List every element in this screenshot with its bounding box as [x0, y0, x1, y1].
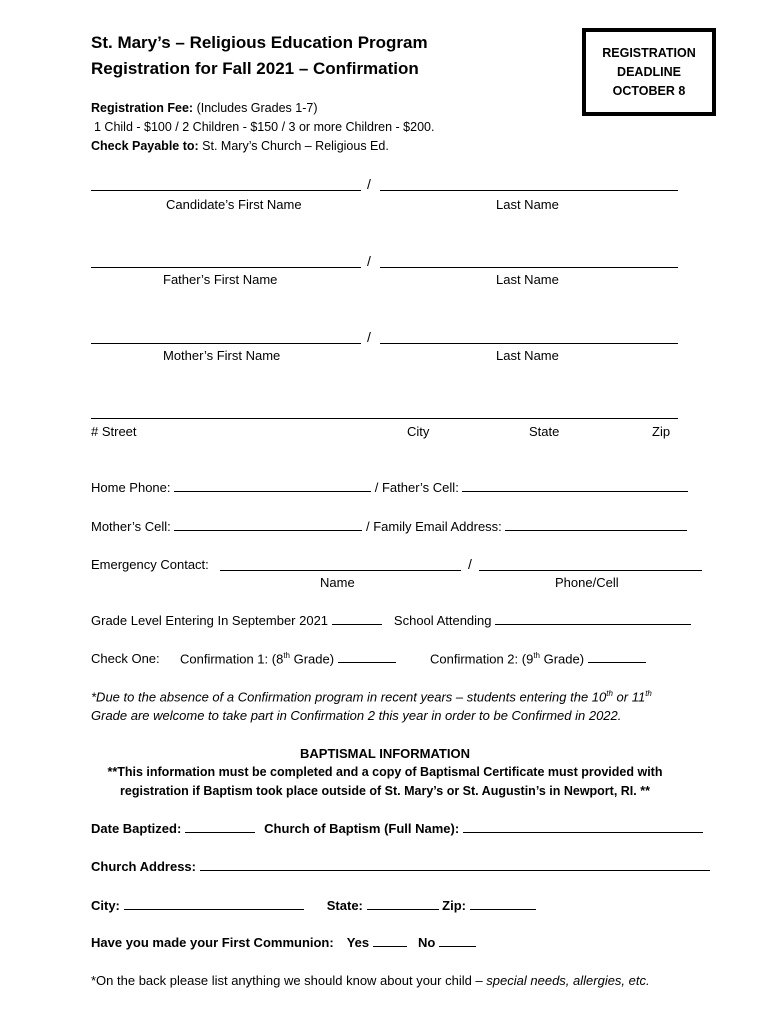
- candidate-first-label: Candidate’s First Name: [166, 197, 302, 212]
- school-label: School Attending: [393, 613, 492, 628]
- confirmation-2-option[interactable]: [430, 651, 646, 666]
- father-last-label: Last Name: [496, 272, 559, 287]
- family-email-field[interactable]: [505, 519, 687, 531]
- deadline-line3: OCTOBER 8: [612, 83, 686, 98]
- grade-level-label: Grade Level Entering In September 2021: [91, 613, 329, 628]
- confirmation-note-line2: Grade are welcome to take part in Confirmation 2 this year in order to be Confirmed in 2022.: [91, 708, 622, 723]
- emergency-phone-caption: Phone/Cell: [555, 575, 619, 590]
- first-communion-question: Have you made your First Communion:: [91, 935, 334, 950]
- name-slash: /: [367, 176, 371, 192]
- communion-yes-label: Yes: [346, 935, 370, 950]
- deadline-line2: DEADLINE: [617, 64, 681, 79]
- address-field[interactable]: [91, 418, 678, 419]
- baptism-city-label: City:: [91, 898, 120, 913]
- church-of-baptism-field[interactable]: [463, 821, 703, 833]
- church-address-label: Church Address:: [91, 859, 196, 874]
- baptism-heading: BAPTISMAL INFORMATION: [300, 746, 470, 761]
- grade-row: [91, 613, 691, 628]
- mother-first-label: Mother’s First Name: [163, 348, 281, 363]
- registration-fee: [91, 101, 317, 115]
- note-sup2: th: [645, 689, 652, 698]
- fathers-cell-label: / Father’s Cell:: [374, 480, 459, 495]
- deadline-box: [582, 28, 716, 116]
- mother-last-name-field[interactable]: [380, 343, 678, 344]
- fathers-cell-field[interactable]: [462, 480, 688, 492]
- baptism-zip-label: Zip:: [442, 898, 466, 913]
- check-one-label: Check One:: [91, 651, 160, 666]
- first-communion-row: [91, 935, 476, 950]
- fee-label: Registration Fee:: [91, 101, 194, 115]
- communion-no-label: No: [418, 935, 436, 950]
- emergency-slash: /: [468, 556, 472, 572]
- mother-last-label: Last Name: [496, 348, 559, 363]
- conf1-sup: th: [283, 651, 290, 660]
- confirmation-2-field[interactable]: [588, 651, 646, 663]
- zip-label: Zip: [652, 424, 671, 439]
- footer-italic: special needs, allergies, etc.: [486, 973, 650, 988]
- family-email-label: / Family Email Address:: [365, 519, 502, 534]
- baptism-city-field[interactable]: [124, 898, 304, 910]
- church-address-row: [91, 859, 710, 874]
- fee-prices: 1 Child - $100 / 2 Children - $150 / 3 or more Children - $200.: [94, 120, 435, 134]
- conf2-text: Confirmation 2: (9: [430, 651, 534, 667]
- baptism-instruction-1: **This information must be completed and a copy of Baptismal Certificate must provided with: [107, 765, 663, 779]
- note-text: *Due to the absence of a Confirmation program in recent years – students entering the 10: [91, 689, 607, 705]
- conf1-text: Confirmation 1: (8: [180, 651, 284, 667]
- church-address-field[interactable]: [200, 859, 710, 871]
- fee-note: (Includes Grades 1-7): [196, 101, 318, 115]
- communion-no-field[interactable]: [439, 935, 476, 947]
- emergency-name-caption: Name: [320, 575, 355, 590]
- mothers-cell-field[interactable]: [174, 519, 362, 531]
- footer-text: *On the back please list anything we should know about your child –: [91, 973, 487, 988]
- emergency-contact-label: Emergency Contact:: [91, 557, 209, 572]
- confirmation-1-option[interactable]: [180, 651, 396, 666]
- baptism-zip-field[interactable]: [470, 898, 536, 910]
- confirmation-note-line1: [91, 689, 652, 704]
- school-field[interactable]: [495, 613, 691, 625]
- baptism-instruction-2: registration if Baptism took place outside of St. Mary’s or St. Augustin’s in Newport, RI. **: [120, 784, 650, 798]
- confirmation-1-field[interactable]: [338, 651, 396, 663]
- mothers-cell-row: [91, 519, 687, 534]
- mothers-cell-label: Mother’s Cell:: [91, 519, 171, 534]
- check-label: Check Payable to:: [91, 139, 199, 153]
- check-payable: [91, 139, 389, 153]
- father-first-name-field[interactable]: [91, 267, 361, 268]
- emergency-name-field[interactable]: [220, 570, 461, 571]
- deadline-line1: REGISTRATION: [602, 45, 696, 60]
- note-sup1: th: [606, 689, 613, 698]
- mother-first-name-field[interactable]: [91, 343, 361, 344]
- home-phone-label: Home Phone:: [91, 480, 171, 495]
- emergency-phone-field[interactable]: [479, 570, 702, 571]
- candidate-first-name-field[interactable]: [91, 190, 361, 191]
- check-value: St. Mary’s Church – Religious Ed.: [202, 139, 389, 153]
- father-first-label: Father’s First Name: [163, 272, 278, 287]
- candidate-last-name-field[interactable]: [380, 190, 678, 191]
- baptism-state-label: State:: [326, 898, 363, 913]
- candidate-last-label: Last Name: [496, 197, 559, 212]
- father-last-name-field[interactable]: [380, 267, 678, 268]
- conf2-text-end: Grade): [540, 651, 585, 667]
- footer-note: [91, 973, 650, 988]
- date-baptized-field[interactable]: [185, 821, 255, 833]
- note-mid: or 11: [612, 689, 646, 705]
- communion-yes-field[interactable]: [373, 935, 407, 947]
- date-baptized-label: Date Baptized:: [91, 821, 182, 836]
- name-slash: /: [367, 253, 371, 269]
- grade-level-field[interactable]: [332, 613, 382, 625]
- date-baptized-row: [91, 821, 703, 836]
- conf2-sup: th: [533, 651, 540, 660]
- form-title-line2: Registration for Fall 2021 – Confirmation: [91, 59, 419, 78]
- church-of-baptism-label: Church of Baptism (Full Name):: [264, 821, 460, 836]
- street-label: # Street: [91, 424, 137, 439]
- home-phone-field[interactable]: [174, 480, 371, 492]
- name-slash: /: [367, 329, 371, 345]
- home-phone-row: [91, 480, 688, 495]
- form-title-line1: St. Mary’s – Religious Education Program: [91, 33, 428, 52]
- conf1-text-end: Grade): [290, 651, 335, 667]
- state-label: State: [529, 424, 560, 439]
- baptism-state-field[interactable]: [367, 898, 439, 910]
- city-label: City: [407, 424, 430, 439]
- baptism-city-row: [91, 898, 536, 913]
